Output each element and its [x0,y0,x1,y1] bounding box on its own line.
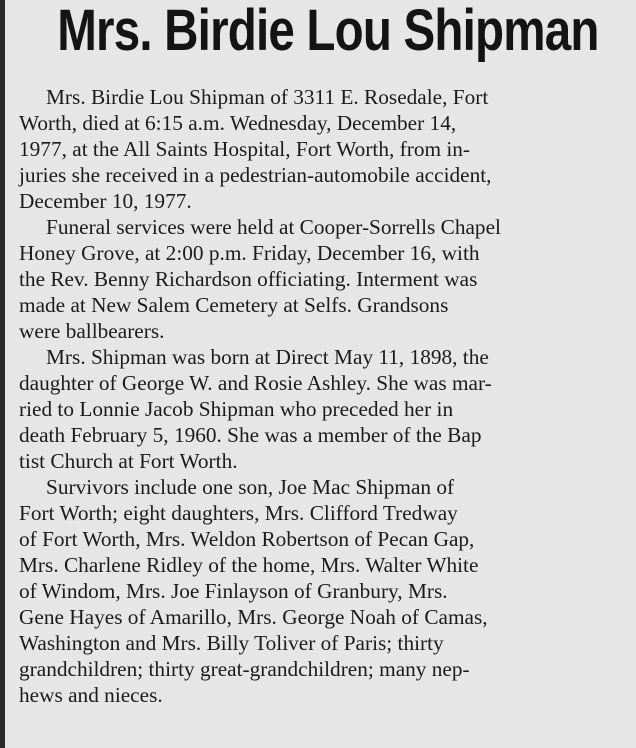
article-line: of Fort Worth, Mrs. Weldon Robertson of Pecan Gap, [19,527,475,551]
article-line: of Windom, Mrs. Joe Finlayson of Granbury, Mrs. [19,579,448,603]
clipping-edge [0,0,5,748]
article-line: daughter of George W. and Rosie Ashley. She was mar- [19,371,492,395]
headline: Mrs. Birdie Lou Shipman [57,0,599,63]
article-line: made at New Salem Cemetery at Selfs. Grandsons [19,293,449,317]
article-line: Survivors include one son, Joe Mac Shipman of [46,475,455,499]
article-line: hews and nieces. [19,683,163,707]
article-line: Mrs. Birdie Lou Shipman of 3311 E. Rosedale, Fort [46,85,489,109]
article-line: Honey Grove, at 2:00 p.m. Friday, December 16, with [19,241,480,265]
article-line: Mrs. Charlene Ridley of the home, Mrs. Walter White [19,553,479,577]
article-body [19,84,636,708]
article-line: were ballbearers. [19,319,165,343]
article-line: grandchildren; thirty great-grandchildren; many nep- [19,657,470,681]
article-line: 1977, at the All Saints Hospital, Fort Worth, from in- [19,137,471,161]
article-line: ried to Lonnie Jacob Shipman who preceded her in [19,397,454,421]
article-line: Washington and Mrs. Billy Toliver of Paris; thirty [19,631,444,655]
article-line: Mrs. Shipman was born at Direct May 11, 1898, the [46,345,489,369]
article-line: juries she received in a pedestrian-automobile accident, [19,163,492,187]
article-line: Funeral services were held at Cooper-Sorrells Chapel [46,215,501,239]
article-line: death February 5, 1960. She was a member of the Bap [19,423,482,447]
article-line: Worth, died at 6:15 a.m. Wednesday, December 14, [19,111,457,135]
article-line: tist Church at Fort Worth. [19,449,238,473]
article-line: Gene Hayes of Amarillo, Mrs. George Noah of Camas, [19,605,488,629]
article-line: December 10, 1977. [19,189,192,213]
article-line: Fort Worth; eight daughters, Mrs. Clifford Tredway [19,501,458,525]
article-line: the Rev. Benny Richardson officiating. Interment was [19,267,478,291]
